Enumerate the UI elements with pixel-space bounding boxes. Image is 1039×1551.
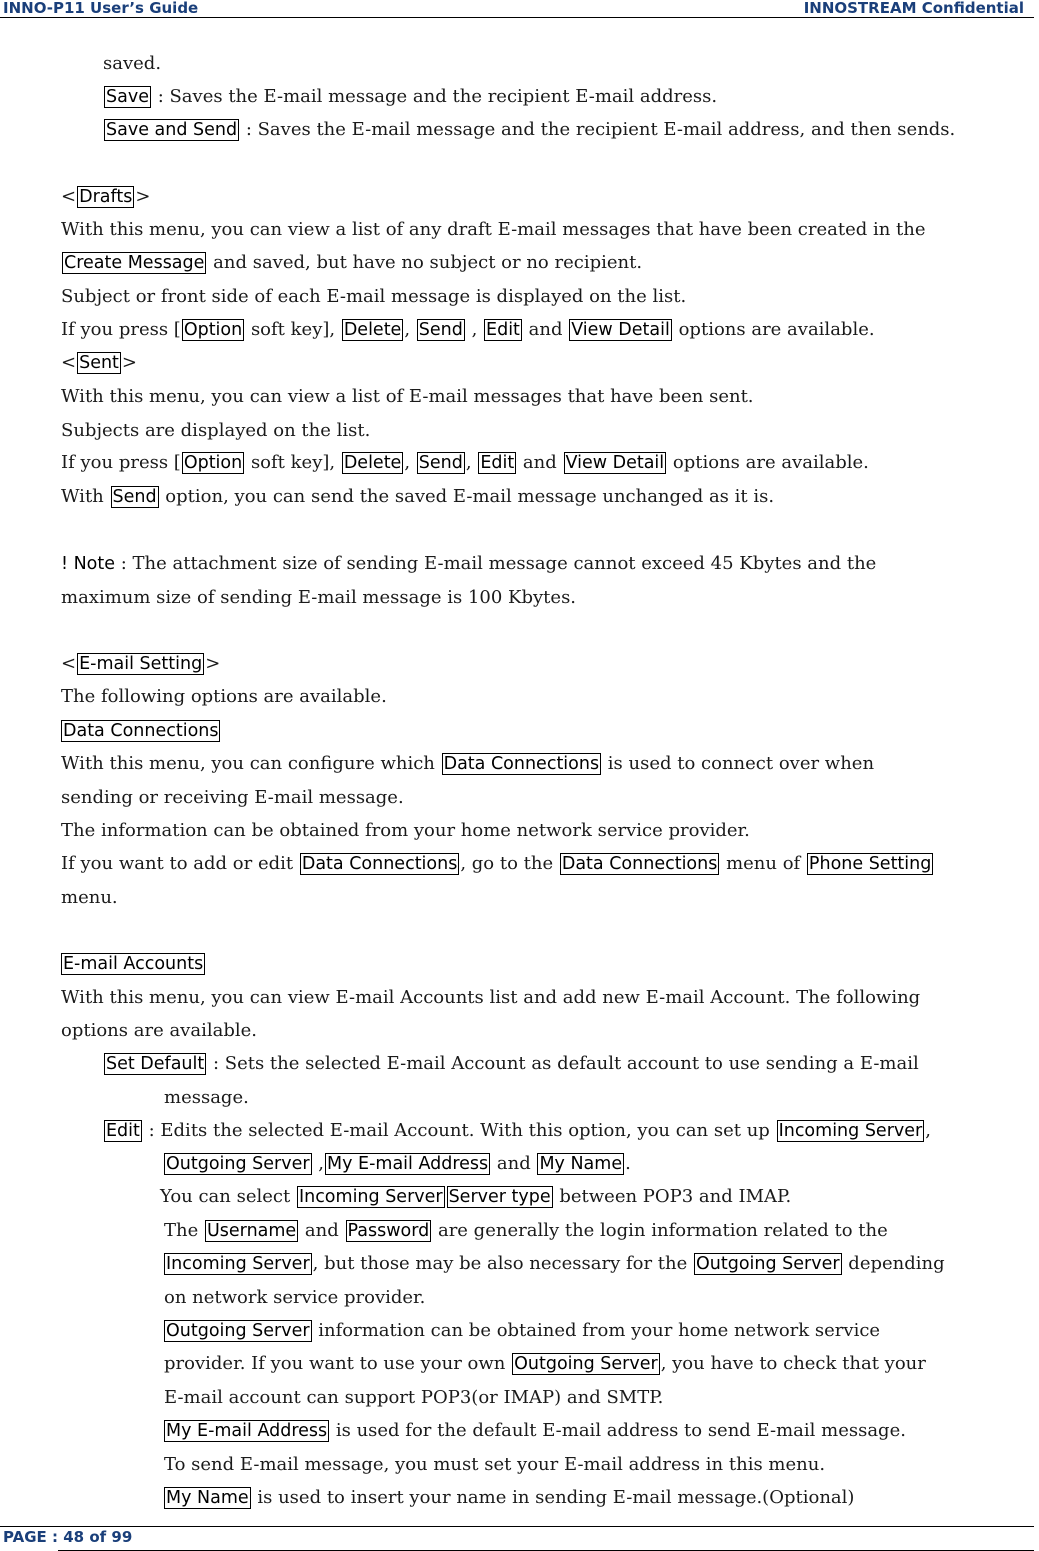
text-line: Subjects are displayed on the list.	[61, 420, 371, 441]
text-line: E-mail account can support POP3(or IMAP) and SMTP.	[164, 1387, 664, 1408]
term-data-connections: Data Connections	[561, 854, 718, 874]
text-line: With this menu, you can view a list of E-mail messages that have been sent.	[61, 386, 754, 407]
text-line: Save and Send : Saves the E-mail message and the recipient E-mail address, and then sends.	[106, 119, 956, 140]
term-sent: Sent	[79, 353, 119, 373]
page-footer	[0, 1526, 1034, 1551]
term-incoming-server: Incoming Server	[166, 1254, 310, 1274]
header-doc-title: INNO-P11 User’s Guide	[3, 0, 199, 17]
term-delete: Delete	[343, 453, 402, 473]
term-drafts: Drafts	[79, 187, 133, 207]
text-line: Outgoing Server information can be obtained from your home network service	[166, 1320, 881, 1341]
term-phone-setting: Phone Setting	[808, 854, 932, 874]
term-delete: Delete	[343, 320, 402, 340]
page-number: PAGE : 48 of 99	[3, 1528, 133, 1546]
text-line: To send E-mail message, you must set your E-mail address in this menu.	[164, 1454, 826, 1475]
term-email-setting: E-mail Setting	[79, 654, 203, 674]
text-line: options are available.	[61, 1020, 257, 1041]
term-my-email-address: My E-mail Address	[166, 1421, 328, 1441]
term-save: Save	[106, 87, 149, 107]
term-outgoing-server: Outgoing Server	[166, 1321, 310, 1341]
text-line: With Send option, you can send the saved E-mail message unchanged as it is.	[61, 486, 775, 507]
text-line: Set Default : Sets the selected E-mail Account as default account to use sending a E-mail	[106, 1053, 919, 1074]
header-confidential: INNOSTREAM Confidential	[803, 0, 1024, 17]
section-heading-sent: < Sent >	[61, 352, 138, 373]
text-line: on network service provider.	[164, 1287, 426, 1308]
term-incoming-server: Incoming Server	[778, 1121, 923, 1141]
term-data-connections: Data Connections	[63, 721, 219, 741]
text-line: message.	[164, 1087, 249, 1108]
text-line: menu.	[61, 887, 118, 908]
term-send: Send	[418, 453, 463, 473]
term-send: Send	[112, 487, 157, 507]
text-line: The Username and Password are generally the login information related to the	[164, 1220, 888, 1241]
term-my-name: My Name	[166, 1488, 249, 1508]
term-edit: Edit	[480, 453, 515, 473]
term-data-connections: Data Connections	[443, 754, 600, 774]
text-line: The information can be obtained from your home network service provider.	[61, 820, 750, 841]
text-line: Incoming Server , but those may be also necessary for the Outgoing Server depending	[166, 1253, 945, 1274]
text-line: If you press [ Option soft key], Delete , Send , Edit and View Detail options are available.	[61, 452, 869, 473]
text-line: Outgoing Server , My E-mail Address and My Name .	[166, 1153, 631, 1174]
term-outgoing-server: Outgoing Server	[166, 1154, 310, 1174]
term-save-and-send: Save and Send	[106, 120, 238, 140]
text-line: Create Message and saved, but have no subject or no recipient.	[64, 252, 643, 273]
term-option: Option	[183, 320, 243, 340]
term-data-connections: Data Connections	[301, 854, 458, 874]
term-view-detail: View Detail	[571, 320, 670, 340]
term-edit: Edit	[106, 1121, 140, 1141]
text-line: My Name is used to insert your name in sending E-mail message.(Optional)	[166, 1487, 855, 1508]
term-view-detail: View Detail	[565, 453, 665, 473]
text-line: maximum size of sending E-mail message is 100 Kbytes.	[61, 587, 577, 608]
text-line: Edit : Edits the selected E-mail Account. With this option, you can set up Incoming Server ,	[106, 1120, 931, 1141]
term-my-email-address: My E-mail Address	[327, 1154, 489, 1174]
term-create-message: Create Message	[64, 253, 205, 273]
term-my-name: My Name	[539, 1154, 623, 1174]
section-heading-drafts: < Drafts >	[61, 186, 151, 207]
note-line: ! Note : The attachment size of sending E-mail message cannot exceed 45 Kbytes and the	[61, 553, 877, 574]
section-heading-email-setting: < E-mail Setting >	[61, 653, 221, 674]
text-line: Subject or front side of each E-mail message is displayed on the list.	[61, 286, 687, 307]
note-label: ! Note	[61, 554, 116, 574]
text-line: With this menu, you can configure which Data Connections is used to connect over when	[61, 753, 875, 774]
text-line: sending or receiving E-mail message.	[61, 787, 404, 808]
term-password: Password	[347, 1221, 430, 1241]
term-email-accounts: E-mail Accounts	[63, 954, 204, 974]
term-send: Send	[418, 320, 463, 340]
text-line: With this menu, you can view a list of any draft E-mail messages that have been created in the	[61, 219, 926, 240]
text-line: saved.	[103, 53, 162, 74]
text-line: My E-mail Address is used for the default E-mail address to send E-mail message.	[166, 1420, 906, 1441]
term-edit: Edit	[486, 320, 520, 340]
term-outgoing-server: Outgoing Server	[514, 1354, 658, 1374]
text-line: With this menu, you can view E-mail Accounts list and add new E-mail Account. The following	[61, 987, 921, 1008]
term-option: Option	[183, 453, 243, 473]
page-header	[0, 0, 1034, 18]
subheading-email-accounts	[61, 953, 206, 975]
text-line: The following options are available.	[61, 686, 387, 707]
text-line: provider. If you want to use your own Outgoing Server , you have to check that your	[164, 1353, 926, 1374]
term-server-type: Server type	[448, 1187, 551, 1207]
term-set-default: Set Default	[106, 1054, 205, 1074]
text-line: Save : Saves the E-mail message and the recipient E-mail address.	[106, 86, 718, 107]
text-line: If you press [ Option soft key], Delete , Send , Edit and View Detail options are available.	[61, 319, 875, 340]
term-incoming-server: Incoming Server	[298, 1187, 443, 1207]
text-line: If you want to add or edit Data Connections , go to the Data Connections menu of Phone Setting	[61, 853, 932, 874]
term-outgoing-server: Outgoing Server	[696, 1254, 840, 1274]
text-line: You can select Incoming Server Server type between POP3 and IMAP.	[160, 1186, 792, 1207]
term-username: Username	[206, 1221, 297, 1241]
subheading-data-connections	[61, 720, 221, 742]
